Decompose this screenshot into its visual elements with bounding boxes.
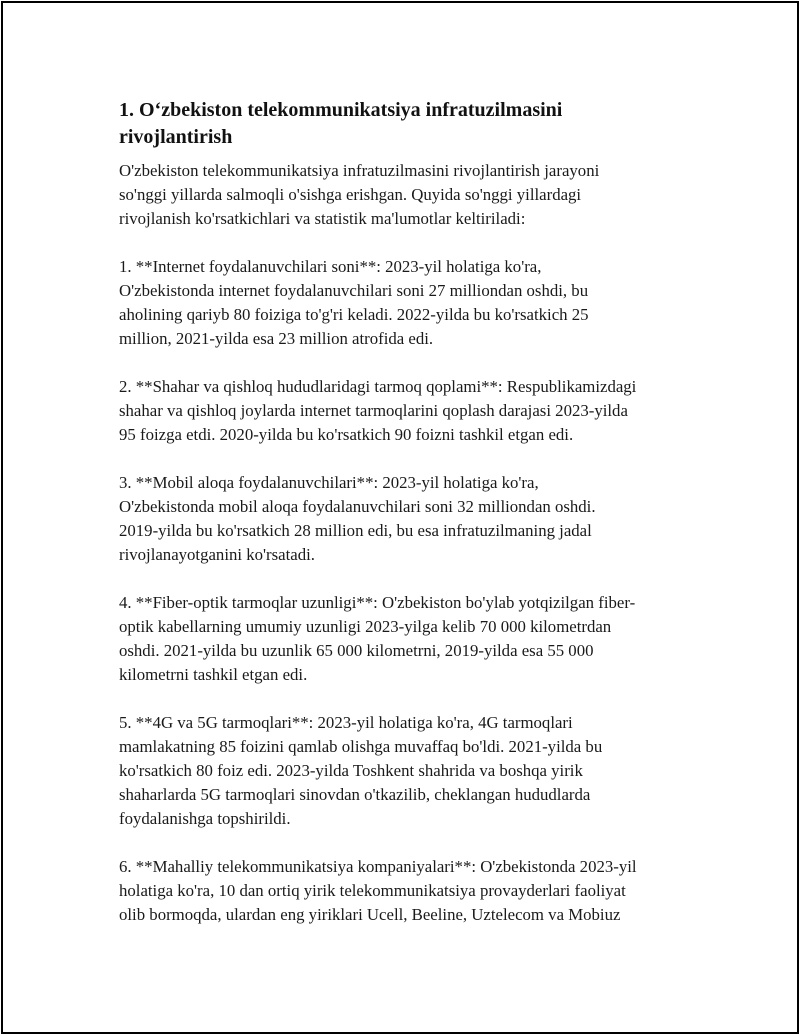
paragraph-local-companies: 6. **Mahalliy telekommunikatsiya kompaniyalari**: O'zbekistonda 2023-yil holatiga ko'ra, 10 dan ortiq yirik telekommunikatsiya provayderlari faoliyat olib bormoqda, ulardan eng yiriklari Ucell, Beeline, Uztelecom va Mobiuz — [119, 857, 637, 924]
page-frame — [1, 1, 799, 1034]
document-body — [119, 97, 699, 951]
intro-paragraph: O'zbekiston telekommunikatsiya infratuzilmasini rivojlantirish jarayoni so'nggi yillarda salmoqli o'sishga erishgan. Quyida so'nggi yillardagi rivojlanish ko'rsatkichlari va statistik ma'lumotlar keltiriladi: — [119, 161, 600, 228]
paragraph-internet-users: 1. **Internet foydalanuvchilari soni**: 2023-yil holatiga ko'ra, O'zbekistonda internet foydalanuvchilari soni 27 milliondan oshdi, bu aholining qariyb 80 foiziga to'g'ri keladi. 2022-yilda bu ko'rsatkich 25 million, 2021-yilda esa 23 million atrofida edi. — [119, 257, 589, 348]
paragraph-fiber-optic: 4. **Fiber-optik tarmoqlar uzunligi**: O'zbekiston bo'ylab yotqizilgan fiber- optik kabellarning umumiy uzunligi 2023-yilga kelib 70 000 kilometrdan oshdi. 2021-yilda bu uzunlik 65 000 kilometrni, 2019-yilda esa 55 000 kilometrni tashkil etgan edi. — [119, 593, 636, 684]
paragraph-network-coverage: 2. **Shahar va qishloq hududlaridagi tarmoq qoplami**: Respublikamizdagi shahar va qishloq joylarda internet tarmoqlarini qoplash darajasi 2023-yilda 95 foizga etdi. 2020-yilda bu ko'rsatkich 90 foizni tashkil etgan edi. — [119, 377, 637, 444]
paragraph-mobile-users: 3. **Mobil aloqa foydalanuvchilari**: 2023-yil holatiga ko'ra, O'zbekistonda mobil aloqa foydalanuvchilari soni 32 milliondan oshdi. 2019-yilda bu ko'rsatkich 28 million edi, bu esa infratuzilmaning jadal rivojlanayotganini ko'rsatadi. — [119, 473, 596, 564]
section-title: 1. O‘zbekiston telekommunikatsiya infratuzilmasini rivojlantirish — [119, 99, 563, 148]
paragraph-4g-5g: 5. **4G va 5G tarmoqlari**: 2023-yil holatiga ko'ra, 4G tarmoqlari mamlakatning 85 foizini qamlab olishga muvaffaq bo'ldi. 2021-yilda bu ko'rsatkich 80 foiz edi. 2023-yilda Toshkent shahrida va boshqa yirik shaharlarda 5G tarmoqlari sinovdan o'tkazilib, cheklangan hududlarda foydalanishga topshirildi. — [119, 713, 603, 828]
